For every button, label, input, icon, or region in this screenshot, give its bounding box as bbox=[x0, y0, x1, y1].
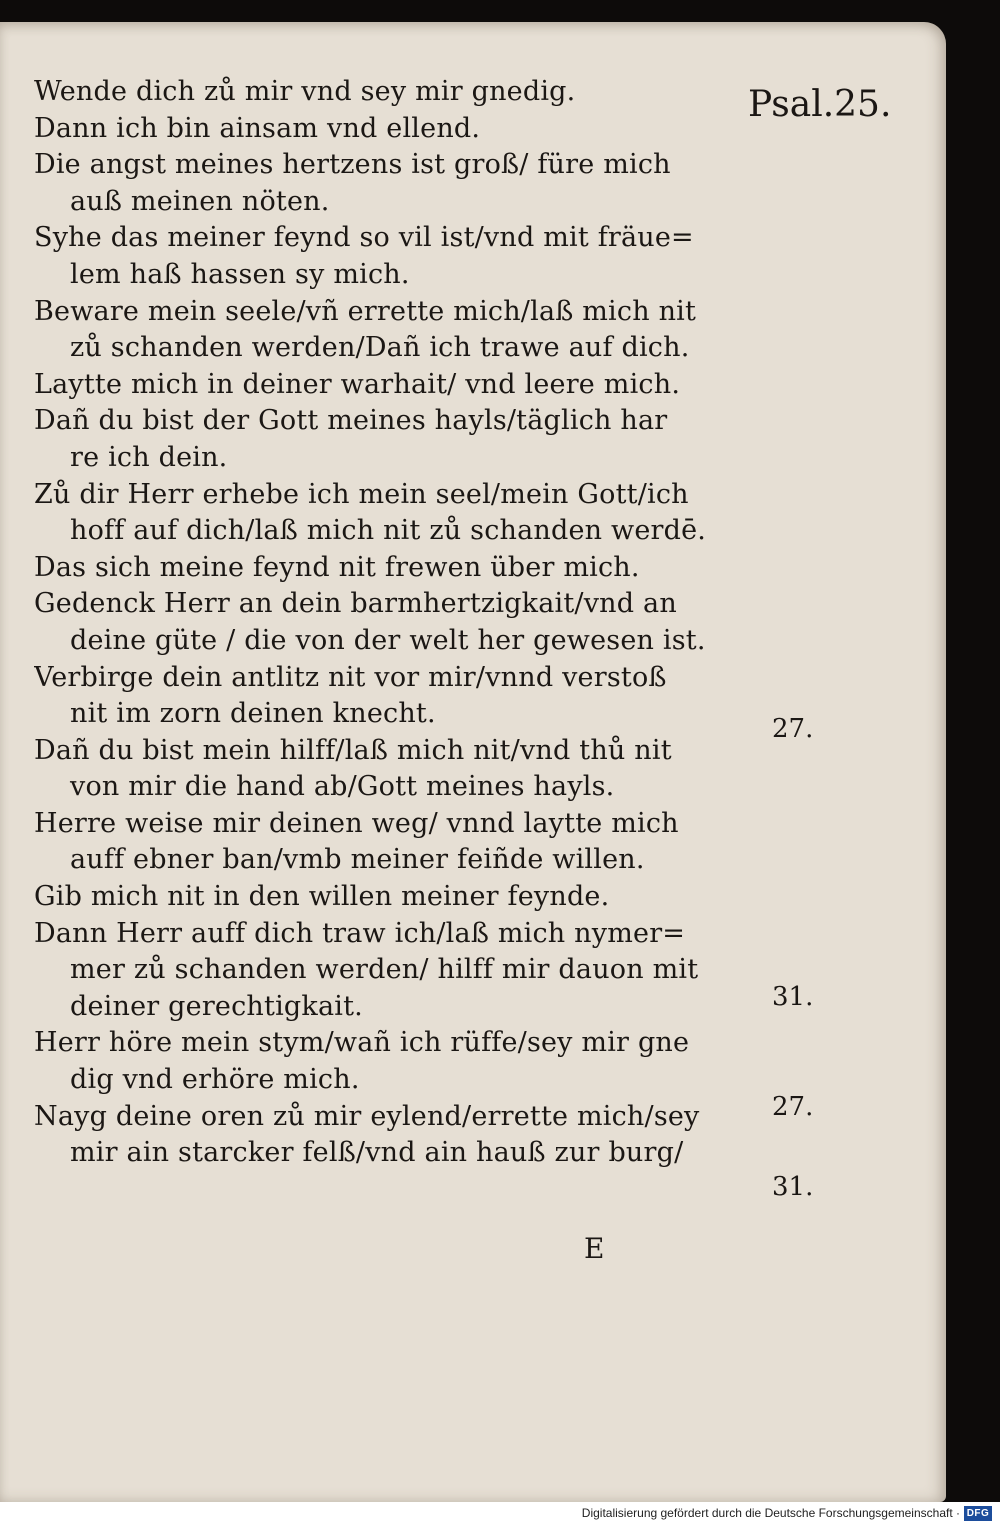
verse-line: dig vnd erhöre mich. bbox=[70, 1064, 360, 1096]
verse-line: Die angst meines hertzens ist groß/ füre mich bbox=[34, 149, 671, 181]
verse bbox=[34, 660, 734, 733]
verse bbox=[34, 550, 734, 587]
running-head: Psal.25. bbox=[748, 84, 892, 125]
verse-line: auß meinen nöten. bbox=[70, 185, 330, 217]
verse bbox=[34, 586, 734, 659]
verse-line: zů schanden werden/Dañ ich trawe auf dich. bbox=[70, 332, 690, 364]
verse-line: re ich dein. bbox=[70, 441, 228, 473]
verse bbox=[34, 294, 734, 367]
verse-line: auff ebner ban/vmb meiner feiñde willen. bbox=[70, 844, 645, 876]
footer-bar bbox=[0, 1502, 1000, 1525]
verse bbox=[34, 477, 734, 550]
dfg-logo: DFG bbox=[964, 1506, 992, 1521]
verse-line: Gedenck Herr an dein barmhertzigkait/vnd an bbox=[34, 588, 677, 620]
verse-line: Nayg deine oren zů mir eylend/errette mich/sey bbox=[34, 1100, 700, 1132]
verse-line: Dañ du bist der Gott meines hayls/täglich har bbox=[34, 405, 668, 437]
verse-line: Zů dir Herr erhebe ich mein seel/mein Gott/ich bbox=[34, 478, 689, 510]
verse bbox=[34, 1099, 734, 1172]
verse bbox=[34, 367, 734, 404]
margin-note: 31. bbox=[772, 982, 814, 1012]
verse-line: von mir die hand ab/Gott meines hayls. bbox=[70, 771, 615, 803]
verse-line: Beware mein seele/vñ errette mich/laß mich nit bbox=[34, 295, 697, 327]
verse bbox=[34, 74, 734, 111]
catchword: E bbox=[584, 1232, 605, 1265]
margin-note: 27. bbox=[772, 714, 814, 744]
psalm-text-block bbox=[34, 74, 734, 1172]
verse-line: Wende dich zů mir vnd sey mir gnedig. bbox=[34, 76, 576, 107]
verse-line: Laytte mich in deiner warhait/ vnd leere mich. bbox=[34, 368, 681, 400]
verse-line: Herr höre mein stym/wañ ich rüffe/sey mir gne bbox=[34, 1027, 690, 1059]
verse-line: Dann Herr auff dich traw ich/laß mich nymer= bbox=[34, 917, 686, 949]
verse bbox=[34, 1025, 734, 1098]
verse-line: deine güte / die von der welt her gewesen ist. bbox=[70, 624, 706, 656]
margin-note: 27. bbox=[772, 1092, 814, 1122]
verse-line: mer zů schanden werden/ hilff mir dauon mit bbox=[70, 954, 699, 986]
verse-line: Verbirge dein antlitz nit vor mir/vnnd verstoß bbox=[34, 661, 667, 693]
verse-line: hoff auf dich/laß mich nit zů schanden werdē. bbox=[70, 515, 707, 547]
verse-line: Dann ich bin ainsam vnd ellend. bbox=[34, 112, 481, 144]
verse-line: lem haß hassen sy mich. bbox=[70, 258, 410, 290]
verse-line: Gib mich nit in den willen meiner feynde. bbox=[34, 881, 610, 913]
verse bbox=[34, 879, 734, 916]
verse bbox=[34, 733, 734, 806]
verse bbox=[34, 220, 734, 293]
verse bbox=[34, 806, 734, 879]
verse bbox=[34, 147, 734, 220]
margin-note: 31. bbox=[772, 1172, 814, 1202]
verse bbox=[34, 111, 734, 148]
verse-line: Dañ du bist mein hilff/laß mich nit/vnd thů nit bbox=[34, 734, 672, 766]
verse-line: Herre weise mir deinen weg/ vnnd laytte mich bbox=[34, 807, 679, 839]
verse bbox=[34, 916, 734, 1026]
verse bbox=[34, 403, 734, 476]
verse-line: nit im zorn deinen knecht. bbox=[70, 698, 436, 730]
funding-credit: Digitalisierung gefördert durch die Deutsche Forschungsgemeinschaft · bbox=[581, 1506, 960, 1520]
verse-line: mir ain starcker felß/vnd ain hauß zur burg/ bbox=[70, 1137, 684, 1169]
verse-line: deiner gerechtigkait. bbox=[70, 990, 363, 1022]
verse-line: Das sich meine feynd nit frewen über mich. bbox=[34, 551, 640, 583]
verse-line: Syhe das meiner feynd so vil ist/vnd mit fräue= bbox=[34, 222, 694, 254]
